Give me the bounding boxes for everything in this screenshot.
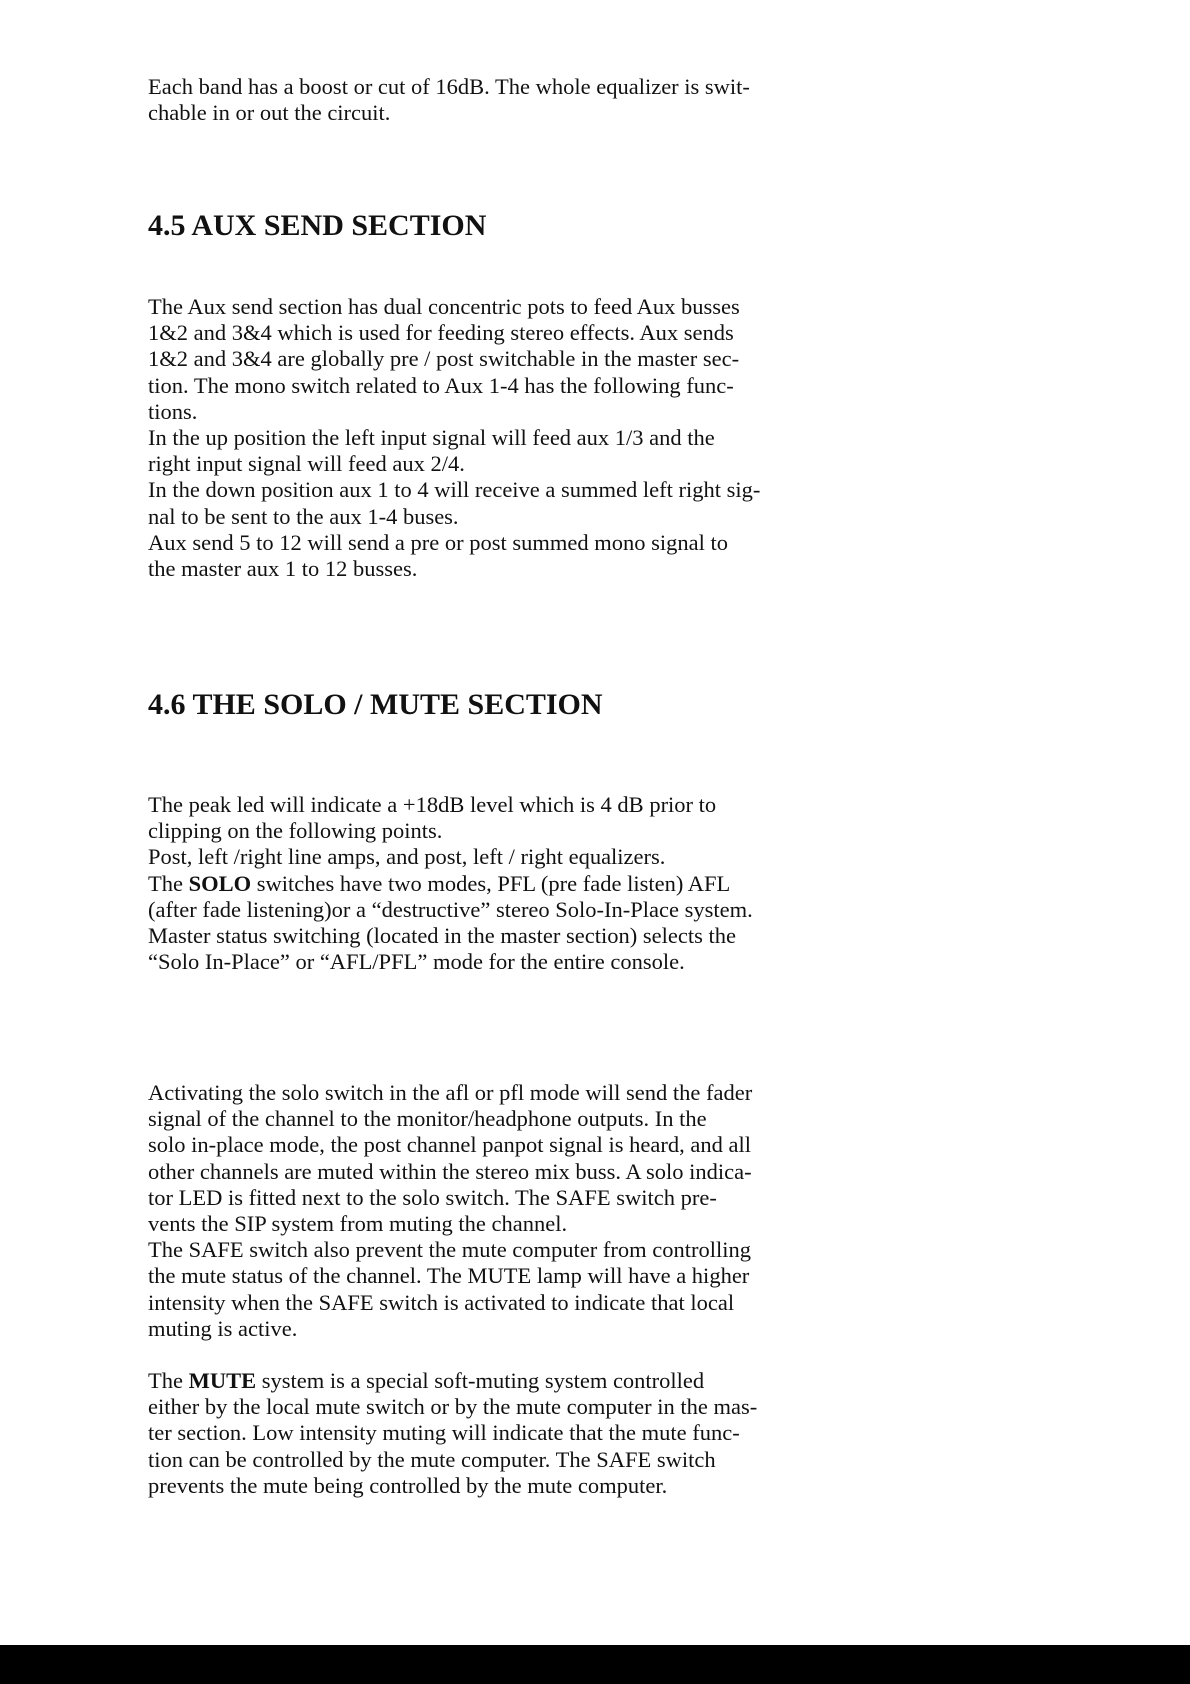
text-line: “Solo In-Place” or “AFL/PFL” mode for the entire console. bbox=[148, 949, 685, 975]
text-line: right input signal will feed aux 2/4. bbox=[148, 451, 465, 477]
text-line: In the down position aux 1 to 4 will receive a summed left right sig- bbox=[148, 477, 761, 503]
text-run: system is a special soft-muting system controlled bbox=[256, 1368, 705, 1393]
text-line: Aux send 5 to 12 will send a pre or post summed mono signal to bbox=[148, 529, 728, 555]
solo-keyword: SOLO bbox=[188, 870, 252, 896]
text-line: The SAFE switch also prevent the mute computer from controlling bbox=[148, 1237, 751, 1263]
text-line: other channels are muted within the stereo mix buss. A solo indica- bbox=[148, 1158, 752, 1184]
text-line: the master aux 1 to 12 busses. bbox=[148, 556, 418, 582]
scan-bottom-edge bbox=[0, 1645, 1190, 1684]
text-line: The peak led will indicate a +18dB level which is 4 dB prior to bbox=[148, 792, 717, 817]
text-line bbox=[148, 1368, 757, 1394]
text-line: tion. The mono switch related to Aux 1-4 has the following func- bbox=[148, 372, 734, 398]
text-line: clipping on the following points. bbox=[148, 818, 443, 844]
text-line: nal to be sent to the aux 1-4 buses. bbox=[148, 503, 459, 529]
text-line: signal of the channel to the monitor/headphone outputs. In the bbox=[148, 1106, 707, 1132]
text-line: Master status switching (located in the master section) selects the bbox=[148, 923, 736, 949]
text-line: tions. bbox=[148, 398, 198, 424]
text-line: tion can be controlled by the mute computer. The SAFE switch bbox=[148, 1446, 716, 1472]
text-line: 1&2 and 3&4 are globally pre / post switchable in the master sec- bbox=[148, 346, 740, 372]
text-run: The bbox=[148, 870, 189, 896]
text-line: muting is active. bbox=[148, 1315, 298, 1341]
text-line: the mute status of the channel. The MUTE lamp will have a higher bbox=[148, 1263, 750, 1289]
text-line: The Aux send section has dual concentric pots to feed Aux busses bbox=[148, 294, 740, 319]
text-line: (after fade listening)or a “destructive” stereo Solo-In-Place system. bbox=[148, 896, 753, 922]
solo-paragraph-1 bbox=[148, 792, 753, 975]
mute-paragraph bbox=[148, 1368, 757, 1499]
text-line: solo in-place mode, the post channel panpot signal is heard, and all bbox=[148, 1132, 751, 1158]
text-line: vents the SIP system from muting the channel. bbox=[148, 1211, 568, 1237]
solo-paragraph-2 bbox=[148, 1080, 752, 1342]
text-line: tor LED is fitted next to the solo switch. The SAFE switch pre- bbox=[148, 1184, 717, 1210]
text-line: Post, left /right line amps, and post, left / right equalizers. bbox=[148, 844, 666, 870]
text-line: Activating the solo switch in the afl or pfl mode will send the fader bbox=[148, 1080, 753, 1105]
text-line: ter section. Low intensity muting will indicate that the mute func- bbox=[148, 1420, 740, 1446]
text-line: 1&2 and 3&4 which is used for feeding stereo effects. Aux sends bbox=[148, 320, 734, 346]
section-heading-aux: 4.5 AUX SEND SECTION bbox=[148, 209, 487, 242]
section-heading-solo-mute: 4.6 THE SOLO / MUTE SECTION bbox=[148, 688, 603, 721]
intro-paragraph bbox=[148, 74, 750, 126]
text-line: In the up position the left input signal will feed aux 1/3 and the bbox=[148, 425, 715, 451]
text-run: The bbox=[148, 1368, 189, 1393]
text-line: either by the local mute switch or by the mute computer in the mas- bbox=[148, 1394, 758, 1420]
text-line: intensity when the SAFE switch is activated to indicate that local bbox=[148, 1289, 735, 1315]
text-line: Each band has a boost or cut of 16dB. The whole equalizer is swit- bbox=[148, 74, 750, 99]
aux-paragraph bbox=[148, 294, 760, 582]
text-line: chable in or out the circuit. bbox=[148, 100, 391, 126]
mute-keyword: MUTE bbox=[188, 1368, 257, 1393]
text-line bbox=[148, 871, 753, 897]
text-line: prevents the mute being controlled by the mute computer. bbox=[148, 1472, 668, 1498]
text-run: switches have two modes, PFL (pre fade listen) AFL bbox=[251, 870, 731, 896]
